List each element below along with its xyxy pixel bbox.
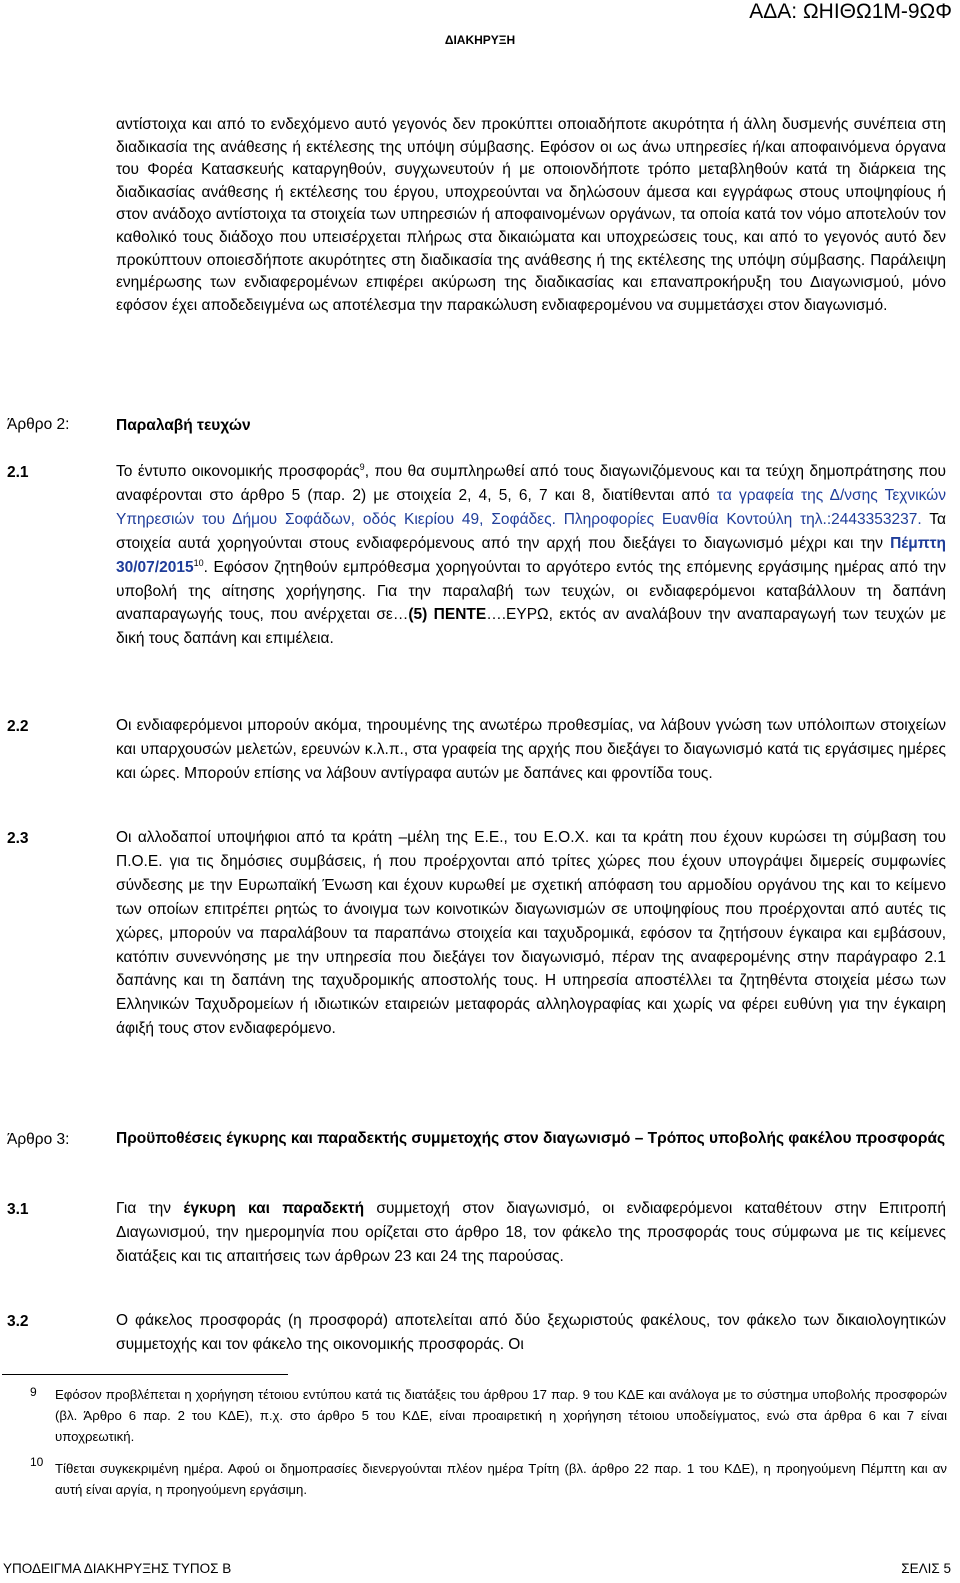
s21-part-c: Τα στοιχεία αυτά χορηγούνται στους ενδιαφερόμενους από την αρχή που διεξάγει το διαγωνισμό μέχρι και την: [116, 510, 946, 552]
footnote-ref-9: 9: [359, 461, 365, 472]
footnote-10-number: 10: [30, 1455, 44, 1469]
section-3-1-text: [116, 1197, 946, 1269]
section-2-3-text: [116, 826, 946, 1041]
article-3-title: Προϋποθέσεις έγκυρης και παραδεκτής συμμετοχής στον διαγωνισμό – Τρόπος υποβολής φακέλου προσφοράς: [116, 1130, 946, 1147]
section-3-2-paragraph: Ο φάκελος προσφοράς (η προσφορά) αποτελείται από δύο ξεχωριστούς φακέλους, τον φάκελο των δικαιολογητικών συμμετοχής και τον φάκελο της οικονομικής προσφοράς. Οι: [116, 1312, 946, 1353]
deadline-date: Πέμπτη 30/07/2015: [116, 534, 946, 576]
intro-paragraph: [116, 114, 946, 317]
section-2-2-text: [116, 714, 946, 786]
ada-code: ΑΔΑ: ΩΗΙΘΩ1Μ-9ΩΦ: [749, 0, 952, 23]
footnote-10-text: Τίθεται συγκεκριμένη ημέρα. Αφού οι δημοπρασίες διενεργούνται πλέον ημέρα Τρίτη (βλ. άρθρο 22 παρ. 1 του ΚΔΕ), η προηγούμενη Πέμπτη και αν αυτή είναι αργία, η προηγούμενη εργάσιμη.: [55, 1461, 947, 1497]
section-2-2-paragraph: Οι ενδιαφερόμενοι μπορούν ακόμα, τηρουμένης της ανωτέρω προθεσμίας, να λάβουν γνώση των υπόλοιπων στοιχείων και υπαρχουσών μελετών, ερευνών κ.λ.π., στα γραφεία της αρχής που διεξάγει το διαγωνισμό κατά τις εργάσιμες ημέρες και ώρες. Μπορούν επίσης να λάβουν αντίγραφα αυτών με δαπάνες και φροντίδα τους.: [116, 717, 946, 782]
s21-part-d: . Εφόσον ζητηθούν εμπρόθεσμα χορηγούνται το αργότερο εντός της επόμενης εργάσιμης ημέρας από την υποβολή της αίτησης χορήγησης. Για την παραλαβή των τευχών, οι ενδιαφερόμενοι καταβάλλουν τη δαπάνη αναπαραγωγής τους, που ανέρχεται σε…: [116, 558, 946, 624]
s31-part-a: Για την: [116, 1200, 184, 1217]
footer-page-number: ΣΕΛΙΣ 5: [901, 1561, 951, 1576]
section-3-2-number: 3.2: [7, 1313, 29, 1330]
section-2-3-paragraph: Οι αλλοδαποί υποψήφιοι από τα κράτη –μέλη της Ε.Ε., του Ε.Ο.Χ. και τα κράτη που έχουν κυρώσει τη σύμβαση του Π.Ο.Ε. για τις δημόσιες συμβάσεις, ή που προέρχονται από τρίτες χώρες που έχουν υπογράψει διμερείς συμφωνίες σύνδεσης με την Ευρωπαϊκή Ένωση και έχουν κυρωθεί με σχετική απόφαση του αρμοδίου οργάνου της και το κείμενο των οποίων επιτρέπει ρητώς το άνοιγμα των κοινοτικών διαγωνισμών σε υποψηφίους που προέρχονται από αυτές τις χώρες, μπορούν να παραλάβουν τα παραπάνω στοιχεία και ταχυδρομικά, εφόσον τα ζητήσουν έγκαιρα και εμβάσουν, κατόπιν συνεννόησης με την υπηρεσία που διεξάγει τον διαγωνισμό, πέραν της αναφερομένης στην παράγραφο 2.1 δαπάνης και τη δαπάνη της ταχυδρομικής αποστολής τους. Η υπηρεσία αποστέλλει τα ζητηθέντα στοιχεία μέσω των Ελληνικών Ταχυδρομείων ή ιδιωτικών εταιρειών μεταφοράς αλληλογραφίας και χωρίς να φέρει ευθύνη για την έγκαιρη άφιξή τους στον ενδιαφερόμενο.: [116, 829, 946, 1038]
office-contact-info: τα γραφεία της Δ/νσης Τεχνικών Υπηρεσιών του Δήμου Σοφάδων, οδός Κιερίου 49, Σοφάδες. Πληροφορίες Ευανθία Κοντούλη τηλ.:2443353237.: [116, 486, 946, 528]
footnote-9-number: 9: [30, 1385, 37, 1399]
s21-part-e: ….ΕΥΡΩ, εκτός αν αναλάβουν την αναπαραγωγή των τευχών με δική τους δαπάνη και επιμέλεια.: [116, 606, 946, 648]
section-2-3-number: 2.3: [7, 830, 29, 847]
fee-amount: (5) ΠΕΝΤΕ: [408, 606, 487, 624]
section-2-1-number: 2.1: [7, 464, 29, 481]
document-title: ΔΙΑΚΗΡΥΞΗ: [444, 33, 516, 47]
s21-part-b: , που θα συμπληρωθεί από τους διαγωνιζόμενους και τα τεύχη δημοπράτησης που αναφέρονται στο άρθρο 5 (παρ. 2) με στοιχεία 2, 4, 5, 6, 7 και 8, διατίθενται από: [116, 463, 947, 504]
section-2-1-text: [116, 460, 946, 651]
section-2-2-number: 2.2: [7, 718, 29, 735]
article-2-title: Παραλαβή τευχών: [116, 417, 251, 434]
intro-text: αντίστοιχα και από το ενδεχόμενο αυτό γεγονός δεν προκύπτει οποιαδήποτε ακυρότητα ή άλλη δυσμενής συνέπεια στη διαδικασία της ανάθεσης ή εκτέλεσης της υπόψη σύμβασης. Εφόσον οι ως άνω υπηρεσίες ή/και αποφαινόμενα όργανα του Φορέα Κατασκευής καταργηθούν, συγχωνευτούν ή με οποιονδήποτε τρόπο μεταβληθούν κατά τη διάρκεια της διαδικασίας ανάθεσης ή εκτέλεσης του έργου, υποχρεούνται να δηλώσουν άμεσα και εγγράφως στους υποψηφίους ή στον ανάδοχο αντίστοιχα τα στοιχεία των υπηρεσιών ή αποφαινομένων οργάνων, τα οποία κατά τον νόμο αποτελούν τον καθολικό τους διάδοχο που υπεισέρχεται πλήρως στα δικαιώματα και υποχρεώσεις τους, και από το γεγονός αυτό δεν προκύπτουν οποιεσδήποτε ακυρότητες στη διαδικασία της ανάθεσης ή της εκτέλεσης της υπόψη σύμβασης. Παράλειψη ενημέρωσης των ενδιαφερομένων επιφέρει ακύρωση της διαδικασίας και επαναπροκήρυξη του Διαγωνισμού, μόνο εφόσον έχει αποδεδειγμένα ως αποτέλεσμα την παρακώλυση ενδιαφερομένου να συμμετάσχει στον διαγωνισμό.: [116, 116, 946, 314]
footer-template-name: ΥΠΟΔΕΙΓΜΑ ΔΙΑΚΗΡΥΞΗΣ ΤΥΠΟΣ Β: [3, 1561, 232, 1576]
s31-part-b: συμμετοχή στον διαγωνισμό, οι ενδιαφερόμενοι καταθέτουν στην Επιτροπή Διαγωνισμού, την ημερομηνία που ορίζεται στο άρθρο 18, τον φάκελο της προσφοράς τους σύμφωνα με τις κείμενες διατάξεις και τις απαιτήσεις των άρθρων 23 και 24 της παρούσας.: [116, 1200, 947, 1265]
section-3-2-text: [116, 1309, 946, 1357]
footnote-9-text: Εφόσον προβλέπεται η χορήγηση τέτοιου εντύπου κατά τις διατάξεις του άρθρου 17 παρ. 9 του ΚΔΕ και ανάλογα με το σύστημα υποβολής προσφορών (βλ. Άρθρο 6 παρ. 2 του ΚΔΕ), π.χ. στο άρθρο 5 του ΚΔΕ, είναι προαιρετική η χορήγηση τέτοιου υποδείγματος, ενώ στα άρθρα 6 και 7 είναι υποχρεωτική.: [55, 1387, 947, 1444]
footnote-separator: [2, 1374, 288, 1375]
s31-bold-phrase: έγκυρη και παραδεκτή: [183, 1200, 365, 1217]
footnote-ref-10: 10: [193, 557, 204, 568]
section-3-1-paragraph: [116, 1197, 946, 1269]
s21-part-a: Το έντυπο οικονομικής προσφοράς: [116, 463, 360, 480]
article-3-label: Άρθρο 3:: [7, 1131, 70, 1148]
section-2-1-paragraph: [116, 460, 946, 651]
article-2-label: Άρθρο 2:: [7, 416, 70, 433]
section-3-1-number: 3.1: [7, 1201, 29, 1218]
